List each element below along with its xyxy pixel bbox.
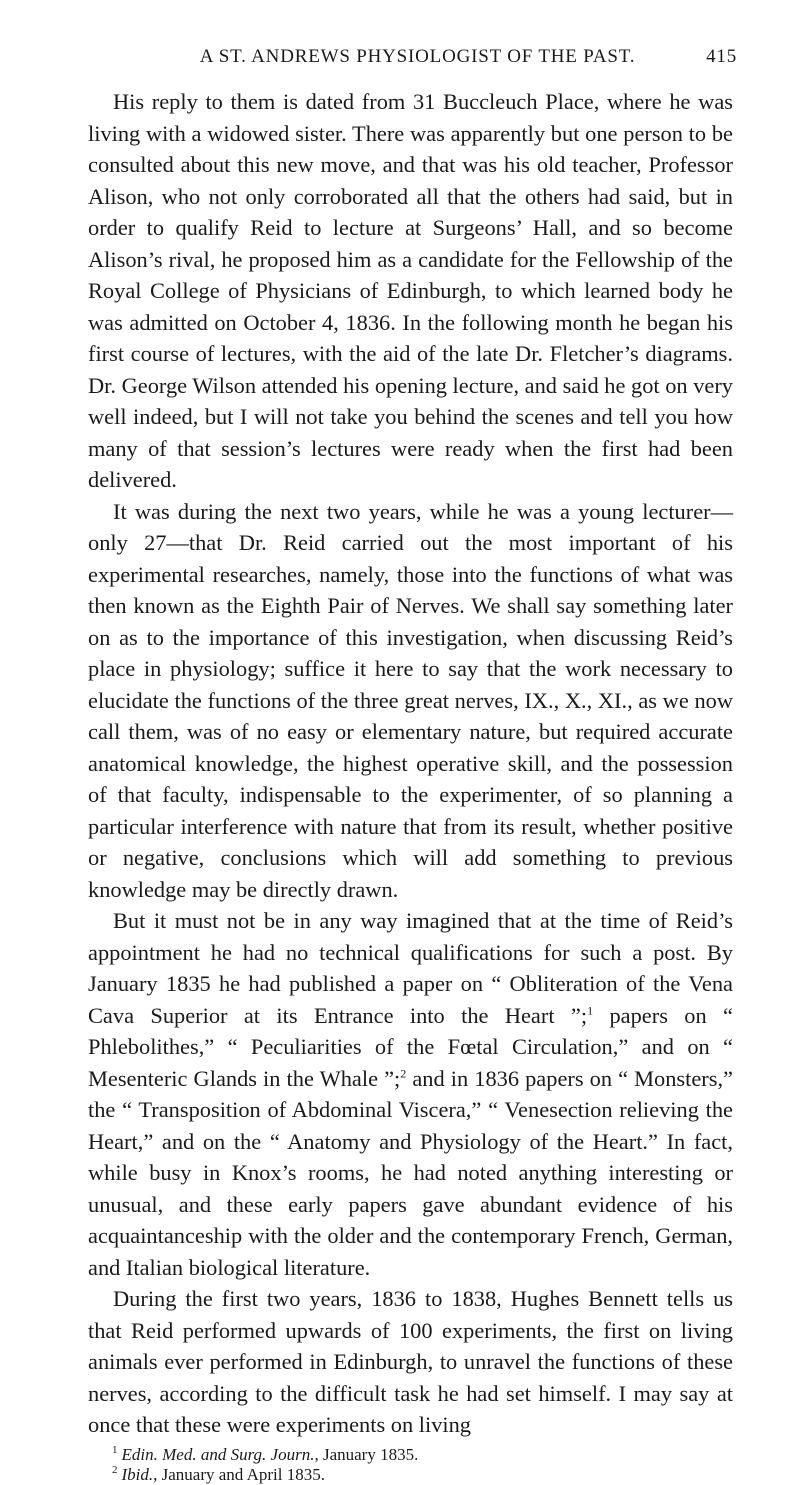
paragraph-text: But it must not be in any way imagined that at the time of Reid’s appointment he had no technical qualifications for such a post. By January 1835 he had published a paper on “ Obliteration of the Vena Cava Superior at its Entrance into the Heart ”; xyxy=(88,908,733,1028)
footnote-ref[interactable]: 1 xyxy=(587,1003,594,1018)
footnote-source: Edin. Med. and Surg. Journ. xyxy=(121,1444,315,1464)
page-number: 415 xyxy=(706,46,737,67)
footnote-text: , January and April 1835. xyxy=(153,1464,325,1484)
footnote-text: , January 1835. xyxy=(314,1444,419,1464)
footnote-mark: 1 xyxy=(112,1443,118,1456)
paragraph: His reply to them is dated from 31 Buccleuch Place, where he was living with a widowed sister. There was apparently but one person to be consulted about this new move, and that was his old teacher, Professor Alison, who not only corroborated all that the others had said, but in order to qualify Reid to lecture at Surgeons’ Hall, and so become Alison’s rival, he proposed him as a candidate for the Fellowship of the Royal College of Physicians of Edinburgh, to which learned body he was admitted on October 4, 1836. In the following month he began his first course of lectures, with the aid of the late Dr. Fletcher’s diagrams. Dr. George Wilson attended his opening lecture, and said he got on very well indeed, but I will not take you behind the scenes and tell you how many of that session’s lectures were ready when the first had been delivered. xyxy=(88,89,733,492)
running-head xyxy=(88,46,737,86)
footnote-mark: 2 xyxy=(112,1463,118,1476)
footnote-source: Ibid. xyxy=(121,1464,154,1484)
footnote xyxy=(112,1465,733,1485)
footnote xyxy=(112,1445,733,1465)
body-text xyxy=(88,86,733,1441)
paragraph-text: papers on “ Phlebolithes,” “ Peculiarities of the Fœtal Circulation,” and on “ Mesenteric Glands in the Whale ”; xyxy=(88,1002,733,1091)
running-title: A ST. ANDREWS PHYSIOLOGIST OF THE PAST. xyxy=(199,46,636,67)
paragraph-text: and in 1836 papers on “ Monsters,” the “ Transposition of Abdominal Viscera,” “ Venesection relieving the Heart,” and on the “ Anatomy and Physiology of the Heart.” In fact, while busy in Knox’s rooms, he had noted anything interesting or unusual, and these early papers gave abundant evidence of his acquaintanceship with the older and the contemporary French, German, and Italian biological literature. xyxy=(88,1065,733,1280)
footnotes xyxy=(88,1445,733,1485)
footnote-ref[interactable]: 2 xyxy=(400,1066,407,1081)
paragraph xyxy=(88,905,733,1283)
paragraph: During the first two years, 1836 to 1838, Hughes Bennett tells us that Reid performed upwards of 100 experiments, the first on living animals ever performed in Edinburgh, to unravel the functions of these nerves, according to the difficult task he had set himself. I may say at once that these were experiments on living xyxy=(88,1286,733,1437)
paragraph: It was during the next two years, while he was a young lecturer—only 27—that Dr. Reid carried out the most important of his experimental researches, namely, those into the functions of what was then known as the Eighth Pair of Nerves. We shall say something later on as to the importance of this investigation, when discussing Reid’s place in physiology; suffice it here to say that the work necessary to elucidate the functions of the three great nerves, IX., X., XI., as we now call them, was of no easy or elementary nature, but required accurate anatomical knowledge, the highest operative skill, and the possession of that faculty, indispensable to the experimenter, of so planning a particular interference with nature that from its result, whether positive or negative, conclusions which will add something to previous knowledge may be directly drawn. xyxy=(88,498,733,902)
book-page xyxy=(88,46,737,1485)
